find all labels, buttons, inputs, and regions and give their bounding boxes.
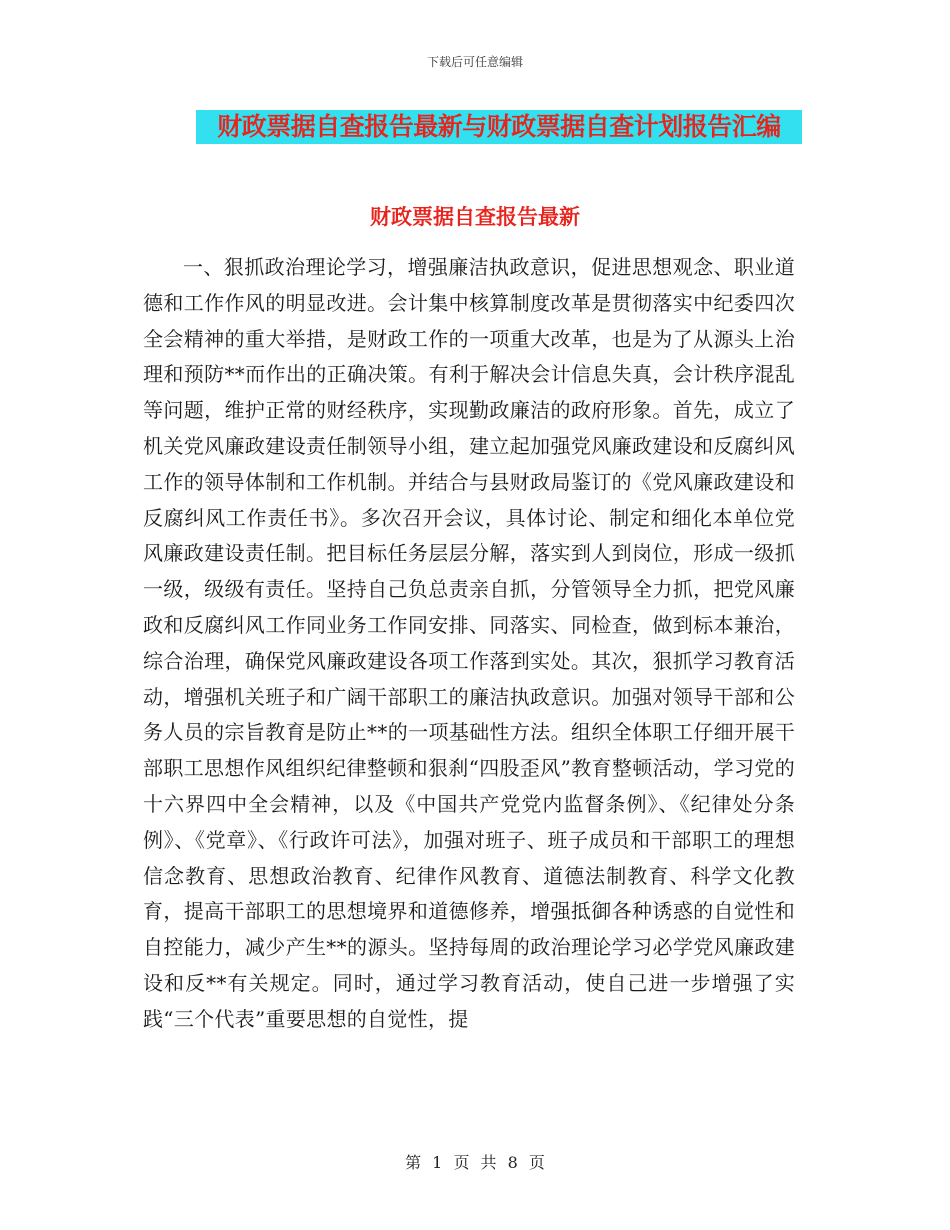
page-number-footer: 第 1 页 共 8 页 <box>405 1153 545 1172</box>
body-paragraph: 一、狠抓政治理论学习，增强廉洁执政意识，促进思想观念、职业道德和工作作风的明显改进。会计集中核算制度改革是贯彻落实中纪委四次全会精神的重大举措，是财政工作的一项重大改革，也是为了从源头上治理和预防**而作出的正确决策。有利于解决会计信息失真，会计秩序混乱等问题，维护正常的财经秩序，实现勤政廉洁的政府形象。首先，成立了机关党风廉政建设责任制领导小组，建立起加强党风廉政建设和反腐纠风工作的领导体制和工作机制。并结合与县财政局鉴订的《党风廉政建设和反腐纠风工作责任书》。多次召开会议，具体讨论、制定和细化本单位党风廉政建设责任制。把目标任务层层分解，落实到人到岗位，形成一级抓一级，级级有责任。坚持自己负总责亲自抓，分管领导全力抓，把党风廉政和反腐纠风工作同业务工作同安排、同落实、同检查，做到标本兼治，综合治理，确保党风廉政建设各项工作落到实处。其次，狠抓学习教育活动，增强机关班子和广阔干部职工的廉洁执政意识。加强对领导干部和公务人员的宗旨教育是防止**的一项基础性方法。组织全体职工仔细开展干部职工思想作风组织纪律整顿和狠刹“四股歪风”教育整顿活动，学习党的十六界四中全会精神，以及《中国共产党党内监督条例》、《纪律处分条例》、《党章》、《行政许可法》，加强对班子、班子成员和干部职工的理想信念教育、思想政治教育、纪律作风教育、道德法制教育、科学文化教育，提高干部职工的思想境界和道德修养，增强抵御各种诱惑的自觉性和自控能力，减少产生**的源头。坚持每周的政治理论学习必学党风廉政建设和反**有关规定。同时，通过学习教育活动，使自己进一步增强了实践“三个代表”重要思想的自觉性，提 <box>143 255 795 1031</box>
header-note: 下载后可任意编辑 <box>426 55 523 69</box>
document-main-title: 财政票据自查报告最新与财政票据自查计划报告汇编 <box>196 110 802 144</box>
section-title: 财政票据自查报告最新 <box>370 205 580 229</box>
